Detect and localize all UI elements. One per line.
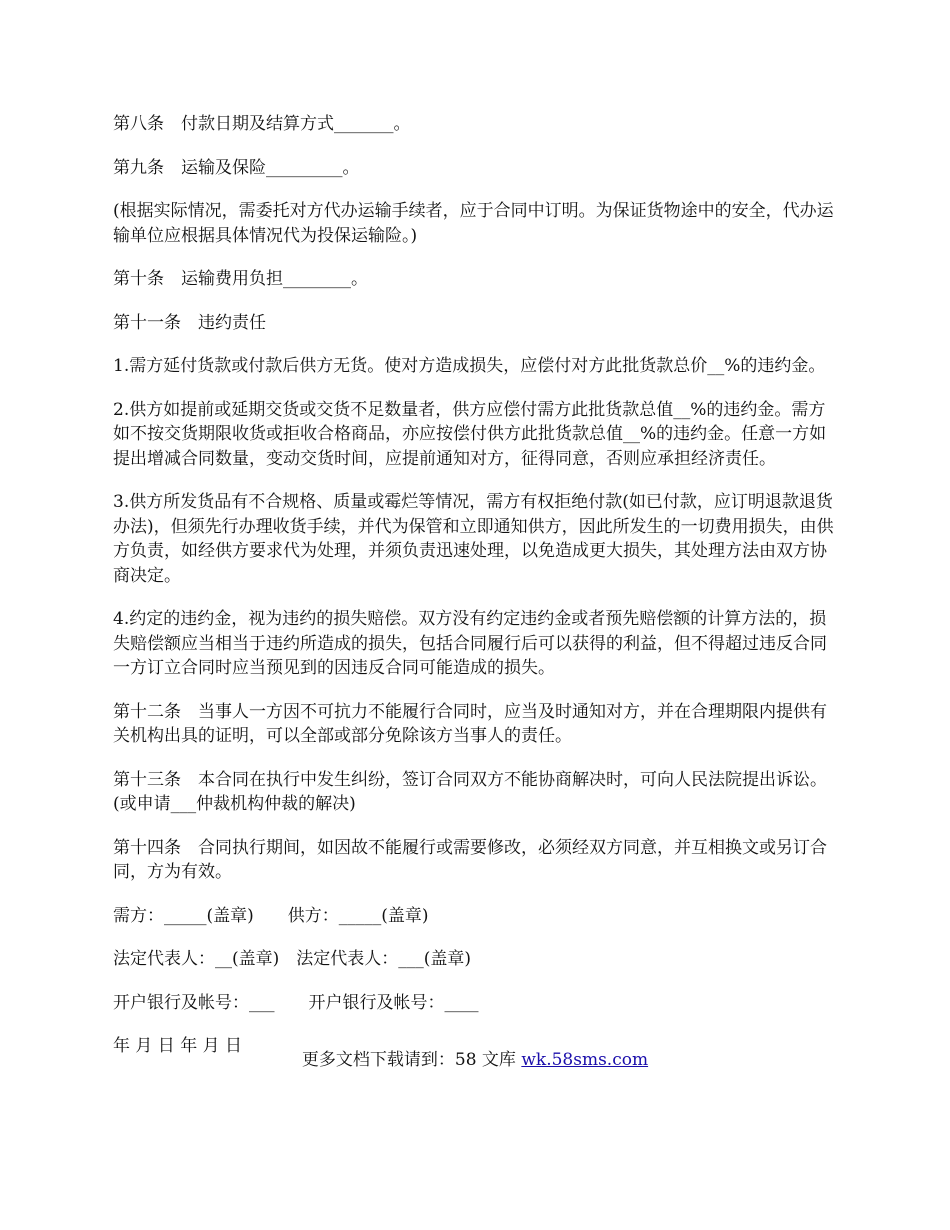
signature-parties: 需方：_____(盖章) 供方：_____(盖章) [113,905,429,926]
clause-11-item-3: 3.供方所发货品有不合规格、质量或霉烂等情况，需方有权拒绝付款(如已付款，应订明退款退货办法)，但须先行办理收货手续，并代为保管和立即通知供方，因此所发生的一切费用损失，由供方负责，如经供方要求代为处理，并须负责迅速处理，以免造成更大损失，其处理方法由双方协商决定。 [113,492,834,586]
clause-11-item-4: 4.约定的违约金，视为违约的损失赔偿。双方没有约定违约金或者预先赔偿额的计算方法的，损失赔偿额应当相当于违约所造成的损失，包括合同履行后可以获得的利益，但不得超过违反合同一方订立合同时应当预见到的因违反合同可能造成的损失。 [113,609,827,678]
clause-9-note: (根据实际情况，需委托对方代办运输手续者，应于合同中订明。为保证货物途中的安全，代办运输单位应根据具体情况代为投保运输险。) [113,201,834,246]
clause-13: 第十三条 本合同在执行中发生纠纷，签订合同双方不能协商解决时，可向人民法院提出诉讼。(或申请___仲裁机构仲裁的解决) [113,769,827,814]
signature-dates: 年 月 日 年 月 日 [113,1036,243,1056]
document-body [113,112,841,1078]
clause-9: 第九条 运输及保险_________。 [113,157,360,178]
clause-10: 第十条 运输费用负担________。 [113,269,368,289]
clause-14: 第十四条 合同执行期间，如因故不能履行或需要修改，必须经双方同意，并互相换文或另订合同，方为有效。 [113,837,827,882]
clause-11-item-1: 1.需方延付货款或付款后供方无货。使对方造成损失，应偿付对方此批货款总价__%的违约金。 [113,356,826,376]
clause-11-heading: 第十一条 违约责任 [113,312,266,333]
signature-bank-accounts: 开户银行及帐号：___ 开户银行及帐号：____ [113,992,479,1013]
clause-11-item-2: 2.供方如提前或延期交货或交货不足数量者，供方应偿付需方此批货款总值__%的违约金。需方如不按交货期限收货或拒收合格商品，亦应按偿付供方此批货款总值__%的违约金。任意一方如提出增减合同数量，变动交货时间，应提前通知对方，征得同意，否则应承担经济责任。 [113,399,827,469]
footer-text: 更多文档下载请到：58 文库 [301,1050,522,1070]
clause-12: 第十二条 当事人一方因不可抗力不能履行合同时，应当及时通知对方，并在合理期限内提供有关机构出具的证明，可以全部或部分免除该方当事人的责任。 [113,701,827,746]
signature-representatives: 法定代表人：__(盖章) 法定代表人：___(盖章) [113,949,472,969]
footer [0,1048,950,1072]
footer-link[interactable]: wk.58sms.com [521,1050,649,1070]
clause-8: 第八条 付款日期及结算方式_______。 [113,114,411,134]
